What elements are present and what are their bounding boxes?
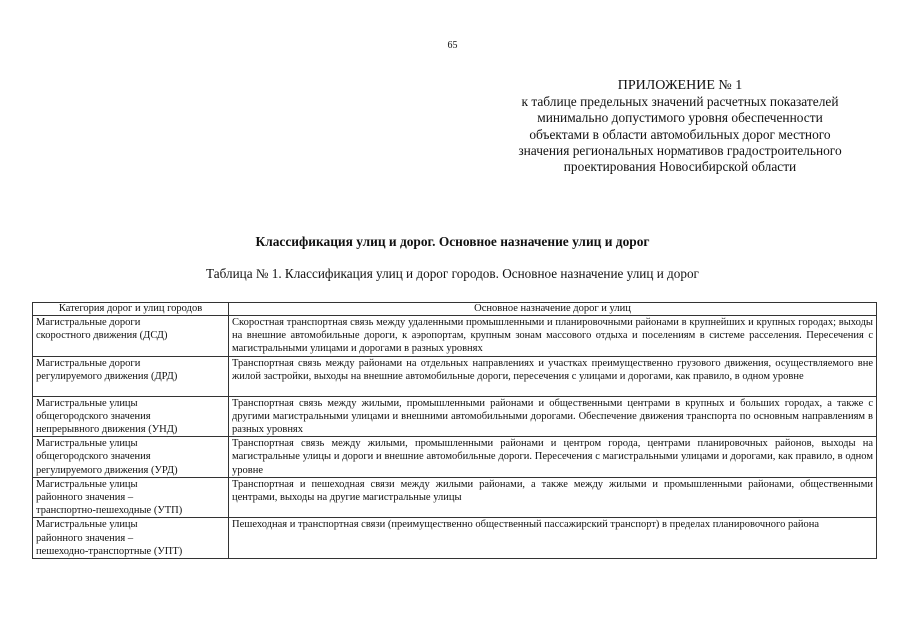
column-header-purpose: Основное назначение дорог и улиц: [229, 303, 877, 316]
category-line: Магистральные улицы: [36, 478, 138, 490]
section-heading: Классификация улиц и дорог. Основное назначение улиц и дорог: [255, 234, 650, 249]
category-line: общегородского значения: [36, 451, 151, 463]
category-line: Магистральные улицы: [36, 397, 138, 409]
category-line: регулируемого движения (УРД): [36, 464, 178, 476]
table-header-row: [33, 303, 877, 316]
table-caption: Таблица № 1. Классификация улиц и дорог городов. Основное назначение улиц и дорог: [206, 266, 699, 281]
category-cell: [33, 356, 229, 396]
category-cell: [33, 316, 229, 357]
appendix-title: ПРИЛОЖЕНИЕ № 1: [617, 78, 743, 93]
classification-table: [32, 302, 877, 559]
table-row: [33, 437, 877, 478]
page-number: 65: [447, 40, 458, 51]
purpose-cell: Скоростная транспортная связь между удаленными промышленными и планировочными районами в крупнейших и крупных городах; выходы на внешние автомобильные дороги, к аэропортам, крупным зонам массового отдыха и поселениям в системе расселения. Пересечения с магистральными улицами и дорогами в разных уровнях: [229, 316, 877, 357]
category-line: непрерывного движения (УНД): [36, 424, 178, 436]
purpose-cell: Транспортная связь между жилыми, промышленными районами и центром города, центрами планировочных районов, выходы на магистральные улицы и дороги и внешние автомобильные дороги. Пересечения с магистральными улицами и дорогами, как правило, в одном уровне: [229, 437, 877, 478]
category-line: транспортно-пешеходные (УТП): [36, 505, 183, 517]
appendix-line: значения региональных нормативов градостроительного: [518, 142, 842, 158]
table-row: [33, 518, 877, 559]
category-line: Магистральные улицы: [36, 519, 138, 531]
category-line: пешеходно-транспортные (УПТ): [36, 545, 183, 557]
category-cell: [33, 437, 229, 478]
purpose-cell: Транспортная связь между жилыми, промышленными районами и общественными центрами в крупных и больших городах, а также с другими магистральными улицами и внешними автомобильными дорогами. Обеспечение движения транспорта по основным направлениям в разных уровнях: [229, 396, 877, 437]
appendix-line: минимально допустимого уровня обеспеченности: [537, 110, 823, 126]
purpose-cell: Пешеходная и транспортная связи (преимущественно общественный пассажирский транспорт) в пределах планировочного района: [229, 518, 877, 559]
table-row: [33, 396, 877, 437]
column-header-category: Категория дорог и улиц городов: [33, 303, 229, 316]
category-line: Магистральные дороги: [36, 317, 141, 328]
category-line: районного значения –: [36, 492, 134, 504]
purpose-cell: Транспортная и пешеходная связи между жилыми районами, а также между жилыми и промышленными районами, общественными центрами, выходы на другие магистральные улицы: [229, 477, 877, 518]
category-line: общегородского значения: [36, 410, 151, 422]
appendix-line: проектирования Новосибирской области: [563, 159, 797, 175]
category-cell: [33, 396, 229, 437]
category-line: Магистральные дороги: [36, 357, 141, 369]
appendix-block: [470, 78, 890, 175]
category-line: скоростного движения (ДСД): [36, 330, 168, 342]
purpose-cell: Транспортная связь между районами на отдельных направлениях и участках преимущественно грузового движения, осуществляемого вне жилой застройки, выходы на внешние автомобильные дороги, пересечения с улицами и дорогами, как правило, в одном уровне: [229, 356, 877, 396]
category-cell: [33, 477, 229, 518]
category-line: районного значения –: [36, 532, 134, 544]
appendix-line: объектами в области автомобильных дорог местного: [529, 126, 831, 142]
table-row: [33, 316, 877, 357]
table-row: [33, 356, 877, 396]
category-cell: [33, 518, 229, 559]
category-line: регулируемого движения (ДРД): [36, 370, 178, 382]
appendix-line: к таблице предельных значений расчетных показателей: [521, 94, 839, 110]
table-row: [33, 477, 877, 518]
category-line: Магистральные улицы: [36, 438, 138, 450]
